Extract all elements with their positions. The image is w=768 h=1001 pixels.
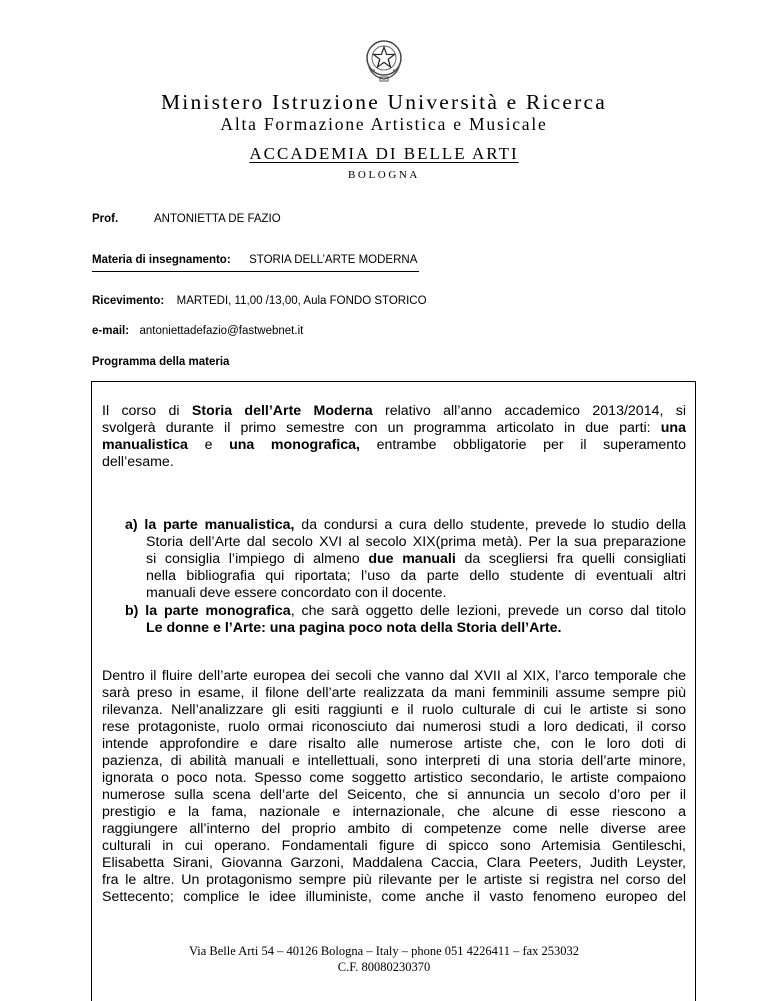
italian-republic-emblem-icon	[363, 37, 405, 83]
item-a-line-1: a) la parte manualistica, da condursi a cura dello studente, prevede lo studio della	[125, 517, 687, 533]
item-b-line-1: b) la parte monografica, che sarà oggetto delle lezioni, prevede un corso dal titolo	[125, 603, 686, 619]
professor-row	[92, 213, 281, 225]
body-line: intende approfondire e dare risalto alle numerose artiste che, con le loro doti di	[102, 736, 686, 752]
body-line: pazienza, di abilità manuali e intellettuali, sono interpreti di una storia dell’arte minore,	[102, 753, 686, 769]
body-line: Settecento; complice le idee illuministe, come anche il vasto fenomeno europeo del	[102, 889, 686, 905]
intro-line-4: dell’esame.	[102, 454, 174, 470]
item-a-line-3: si consiglia l’impiego di almeno due manuali da scegliersi fra quelli consigliati	[146, 551, 686, 567]
ministry-heading: Ministero Istruzione Università e Ricerca	[160, 90, 608, 114]
body-line: fra le altre. Un protagonismo sempre più rilevante per le artiste si registra nel corso del	[102, 872, 686, 888]
body-line: rilevanza. Nell’analizzare gli esiti raggiunti e il ruolo culturale di cui le artiste si sono	[102, 702, 686, 718]
professor-label: Prof.	[92, 213, 119, 225]
office-hours-label: Ricevimento:	[92, 295, 165, 307]
office-hours-value: MARTEDI, 11,00 /13,00, Aula FONDO STORICO	[176, 295, 427, 307]
subject-label: Materia di insegnamento:	[92, 254, 231, 266]
email-row	[92, 325, 303, 337]
body-line: prestigio e la fama, nazionale e internazionale, che alcune di esse riescono a	[102, 804, 686, 820]
footer-address: Via Belle Arti 54 – 40126 Bologna – Italy – phone 051 4226411 – fax 253032	[188, 944, 580, 958]
intro-line-2: svolgerà durante il primo semestre con un programma articolato in due parti: una	[102, 420, 686, 436]
subject-value: STORIA DELL’ARTE MODERNA	[249, 254, 418, 266]
intro-line-1: Il corso di Storia dell’Arte Moderna relativo all’anno accademico 2013/2014, si	[102, 403, 687, 419]
body-line: ignorata o poco nota. Spesso come soggetto artistico secondario, le artiste compaiono	[102, 770, 686, 786]
item-a-line-5: manuali deve essere concordato con il docente.	[146, 585, 447, 601]
body-line: Elisabetta Sirani, Giovanna Garzoni, Maddalena Caccia, Clara Peeters, Judith Leyster,	[102, 855, 686, 871]
item-b	[125, 603, 686, 637]
body-line: sarà preso in esame, il filone dell’arte realizzata da mani femminili assume sempre più	[102, 685, 686, 701]
intro-line-3: manualistica e una monografica, entrambe obbligatorie per il superamento	[102, 437, 686, 453]
office-hours-row	[92, 295, 427, 307]
email-link[interactable]: antoniettadefazio@fastwebnet.it	[139, 325, 304, 337]
body-line: raggiungere all’interno del proprio ambito di competenze come nelle diverse aree	[102, 821, 686, 837]
academy-title: ACCADEMIA DI BELLE ARTI	[249, 144, 519, 163]
item-a-line-2: Storia dell’Arte dal secolo XVI al secolo XIX(prima metà). Per la sua preparazione	[146, 534, 686, 550]
monograph-title: Le donne e l’Arte: una pagina poco nota della Storia dell’Arte.	[146, 620, 562, 636]
body-paragraph	[102, 668, 686, 906]
professor-name: ANTONIETTA DE FAZIO	[153, 213, 281, 225]
item-b-label: b) la parte monografica	[125, 603, 291, 619]
afam-subheading: Alta Formazione Artistica e Musicale	[220, 114, 548, 134]
academy-heading	[0, 144, 768, 164]
item-a-label: a) la parte manualistica,	[125, 517, 295, 533]
intro-paragraph	[102, 403, 686, 471]
city-heading: BOLOGNA	[348, 169, 420, 181]
email-label: e-mail:	[92, 325, 130, 337]
subject-underline	[92, 271, 419, 272]
subject-row	[92, 254, 417, 266]
body-line: Dentro il fluire dell’arte europea dei secoli che vanno dal XVII al XIX, l’arco temporale che	[102, 668, 686, 684]
footer-tax-code: C.F. 80080230370	[337, 960, 431, 974]
body-line: numerose sulla scena dell’arte del Seicento, che si annuncia un secolo d’oro per il	[102, 787, 686, 803]
program-row	[92, 356, 229, 368]
body-line: culturali in cui operano. Fondamentali figure di spicco sono Artemisia Gentileschi,	[102, 838, 686, 854]
item-a	[125, 517, 686, 602]
item-a-line-4: nella bibliografia qui riportata; l’uso da parte dello studente di eventuali altri	[146, 568, 686, 584]
program-label: Programma della materia	[92, 356, 230, 368]
body-line: rese protagoniste, ruolo ormai riconosciuto dai numerosi studi a loro dedicati, il corso	[102, 719, 686, 735]
